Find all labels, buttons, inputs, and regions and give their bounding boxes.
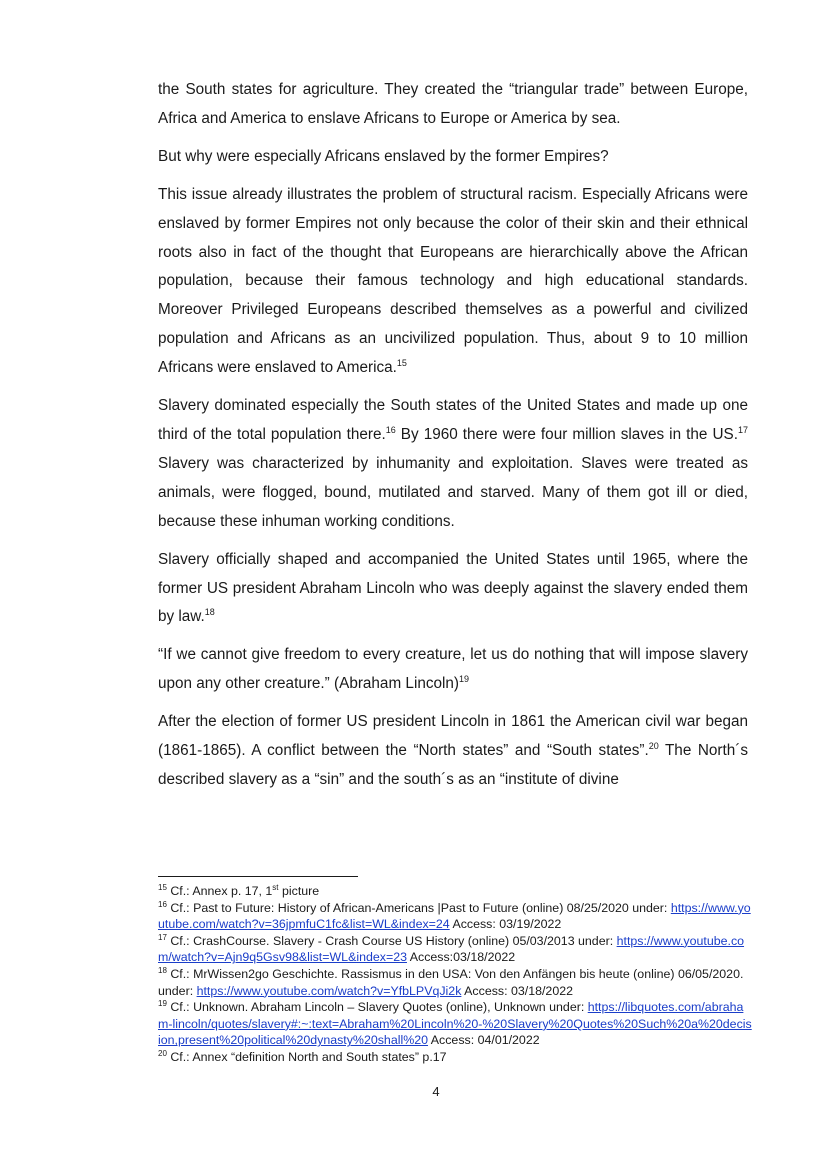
footnote-number: 16 [158,899,167,909]
footnote [158,966,753,999]
paragraph-text: The North´s described slavery as a “sin” and the south´s as an “institute of divine [158,742,749,788]
footnote-text: Cf.: Past to Future: History of African-Americans |Past to Future (online) 08/25/2020 under: [166,900,671,915]
footnote [158,883,753,900]
footnote-list [158,883,753,1066]
paragraph-text: Slavery dominated especially the South states of the United States and made up one third of the total population there. [158,397,748,443]
paragraph-text: Slavery was characterized by inhumanity and exploitation. Slaves were treated as animals, were flogged, bound, mutilated and starved. Many of them got ill or died, because these inhuman working conditions. [158,454,748,530]
footnote-text: Access: 04/01/2022 [428,1033,540,1048]
paragraph [158,76,748,134]
footnote-number: 20 [158,1048,167,1058]
footnote-text: Cf.: CrashCourse. Slavery - Crash Course US History (online) 05/03/2013 under: [166,933,617,948]
paragraph-text: But why were especially Africans enslaved by the former Empires? [158,147,609,165]
footnote-number: 17 [158,932,167,942]
footnote-reference: 20 [648,740,659,751]
footnote-reference: 15 [396,358,407,369]
paragraph-text: Slavery officially shaped and accompanied the United States until 1965, where the former US president Abraham Lincoln who was deeply against the slavery ended them by law. [158,550,748,626]
paragraph-text: the South states for agriculture. They created the “triangular trade” between Europe, Africa and America to enslave Africans to Europe or America by sea. [158,81,748,127]
footnote-text: picture [278,884,320,898]
footnote [158,999,753,1049]
footnote-number: 19 [158,999,167,1009]
page-number: 4 [432,1084,440,1099]
paragraph-text: This issue already illustrates the problem of structural racism. Especially Africans were enslaved by former Empires not only because the color of their skin and their ethnical roots also in fact of the thought that Europeans are hierarchically above the African population, because their famous technology and high educational standards. Moreover Privileged Europeans described themselves as a powerful and civilized population and Africans as an uncivilized population. Thus, about 9 to 10 million Africans were enslaved to America. [158,185,748,377]
footnote-link[interactable]: https://www.youtube.com/watch?v=36jpmfuC1fc&list=WL&index=24 [158,900,751,932]
ordinal-suffix: st [272,882,279,892]
footnote [158,1049,753,1066]
body-text [158,76,748,804]
paragraph [158,641,748,699]
footnote-text: Access:03/18/2022 [406,950,516,965]
footnote-reference: 17 [737,424,748,435]
paragraph [158,708,748,795]
footnote-link[interactable]: https://libquotes.com/abraham-lincoln/quotes/slavery#:~:text=Abraham%20Lincoln%20-%20Slavery%20Quotes%20Such%20a%20decision,present%20political%20dynasty%20shall%20 [158,1000,752,1048]
footnote-text: Access: 03/18/2022 [461,983,574,998]
footnote-text: Cf.: Unknown. Abraham Lincoln – Slavery Quotes (online), Unknown under: [166,1000,588,1015]
footnote-text: Cf.: Annex “definition North and South states” p.17 [166,1049,447,1064]
paragraph [158,392,748,537]
footnote-text: Access: 03/19/2022 [449,917,562,932]
footnote-reference: 18 [204,607,215,618]
footnote-text: Cf.: MrWissen2go Geschichte. Rassismus in den USA: Von den Anfängen bis heute (online) 06/05/2020. under: [158,966,744,998]
footnote-text: Cf.: Annex p. 17, 1 [166,884,273,898]
footnote-link[interactable]: https://www.youtube.com/watch?v=YfbLPVqJi2k [196,983,462,998]
paragraph [158,143,748,172]
footnote [158,900,753,933]
footnote [158,933,753,966]
footnote-number: 18 [158,965,167,975]
paragraph [158,181,748,383]
paragraph [158,546,748,633]
footnote-separator [158,876,358,877]
paragraph-text: “If we cannot give freedom to every creature, let us do nothing that will impose slavery upon any other creature.” (Abraham Lincoln) [158,646,748,693]
footnote-number: 15 [158,882,167,892]
footnote-reference: 19 [459,674,470,685]
footnote-reference: 16 [385,424,396,435]
footnotes [158,876,753,1066]
footnote-link[interactable]: https://www.youtube.com/watch?v=Ajn9q5Gsv98&list=WL&index=23 [158,933,745,965]
paragraph-text: By 1960 there were four million slaves in the US. [395,425,738,443]
paragraph-text: After the election of former US president Lincoln in 1861 the American civil war began (1861-1865). A conflict between the “North states” and “South states”. [158,713,748,760]
